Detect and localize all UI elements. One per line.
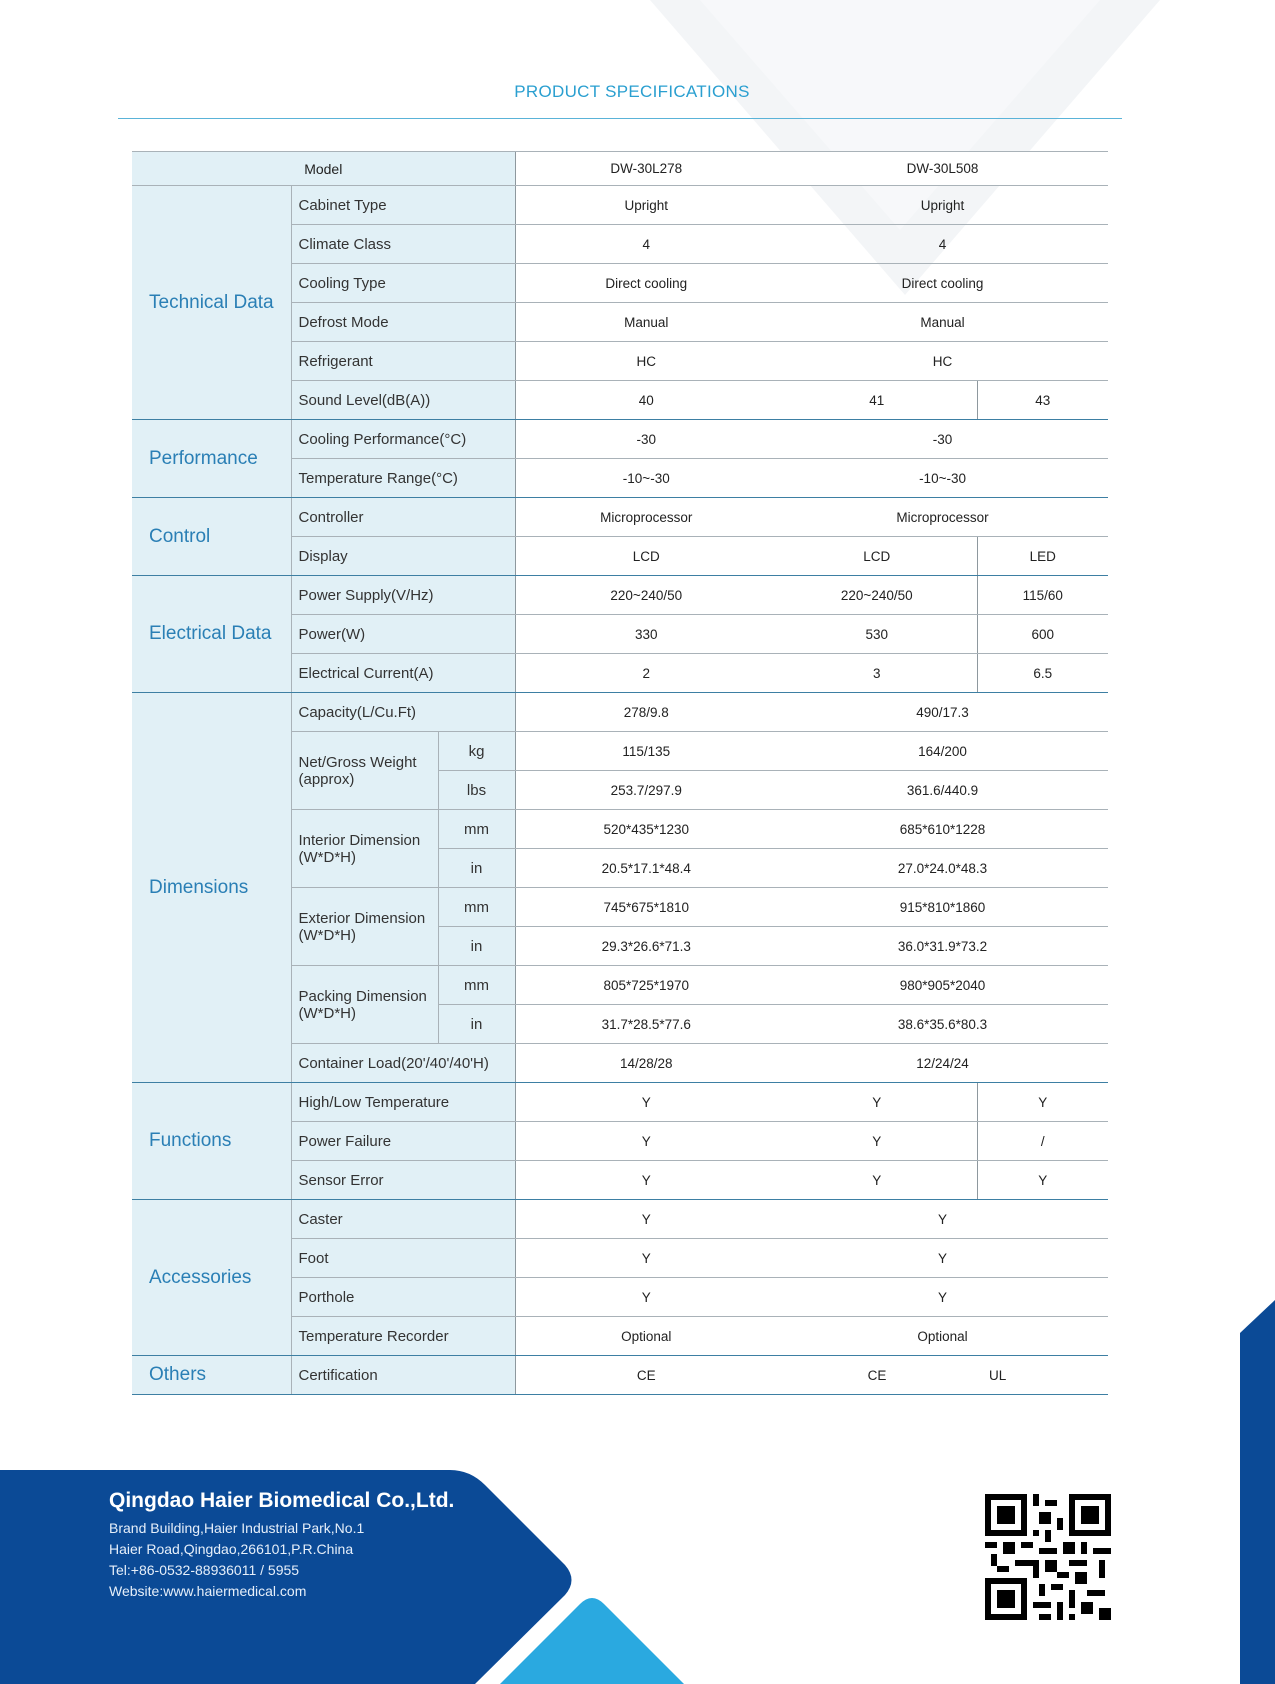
- value-a: 330: [515, 615, 777, 654]
- value-b: 915*810*1860: [777, 888, 1108, 927]
- table-row: [132, 498, 1108, 537]
- row-label: Refrigerant: [291, 342, 515, 381]
- value-b: 12/24/24: [777, 1044, 1108, 1083]
- section-others: Others: [132, 1356, 291, 1395]
- section-accessories: Accessories: [132, 1200, 291, 1356]
- row-label: [291, 888, 438, 966]
- value-a: Y: [515, 1278, 777, 1317]
- value-b2: 115/60: [977, 576, 1108, 615]
- row-label: Temperature Recorder: [291, 1317, 515, 1356]
- value-b: 980*905*2040: [777, 966, 1108, 1005]
- value-b1: CE: [777, 1356, 977, 1395]
- section-dimensions: Dimensions: [132, 693, 291, 1083]
- value-b1: 3: [777, 654, 977, 693]
- value-b2: 6.5: [977, 654, 1108, 693]
- value-b: 27.0*24.0*48.3: [777, 849, 1108, 888]
- value-b: 38.6*35.6*80.3: [777, 1005, 1108, 1044]
- row-label: Container Load(20'/40'/40'H): [291, 1044, 515, 1083]
- value-b: 164/200: [777, 732, 1108, 771]
- address-line-2: Haier Road,Qingdao,266101,P.R.China: [109, 1541, 354, 1557]
- value-a: LCD: [515, 537, 777, 576]
- value-a: 805*725*1970: [515, 966, 777, 1005]
- row-label-line1: Net/Gross Weight: [298, 753, 417, 771]
- value-b: Optional: [777, 1317, 1108, 1356]
- row-label: Defrost Mode: [291, 303, 515, 342]
- value-b2: Y: [977, 1083, 1108, 1122]
- row-label: [291, 966, 438, 1044]
- unit-label: kg: [438, 732, 515, 771]
- value-a: 29.3*26.6*71.3: [515, 927, 777, 966]
- table-row: [132, 1083, 1108, 1122]
- unit-label: in: [438, 1005, 515, 1044]
- row-label: Caster: [291, 1200, 515, 1239]
- value-a: 4: [515, 225, 777, 264]
- row-label-line2: (W*D*H): [298, 926, 356, 944]
- row-label: Foot: [291, 1239, 515, 1278]
- value-a: 520*435*1230: [515, 810, 777, 849]
- row-label-line1: Exterior Dimension: [298, 909, 426, 927]
- value-a: 31.7*28.5*77.6: [515, 1005, 777, 1044]
- row-label: Power Supply(V/Hz): [291, 576, 515, 615]
- value-b: Upright: [777, 186, 1108, 225]
- row-label-line1: Interior Dimension: [298, 831, 421, 849]
- row-label: Cooling Performance(°C): [291, 420, 515, 459]
- row-label: Capacity(L/Cu.Ft): [291, 693, 515, 732]
- row-label-line2: (W*D*H): [298, 1004, 356, 1022]
- row-label-line2: (W*D*H): [298, 848, 356, 866]
- address-line-1: Brand Building,Haier Industrial Park,No.1: [109, 1520, 365, 1536]
- value-a: 14/28/28: [515, 1044, 777, 1083]
- value-b1: LCD: [777, 537, 977, 576]
- row-label: Power(W): [291, 615, 515, 654]
- model-a: DW-30L278: [515, 152, 777, 186]
- value-b: Manual: [777, 303, 1108, 342]
- value-b: Y: [777, 1239, 1108, 1278]
- row-label: [291, 810, 438, 888]
- value-a: Y: [515, 1239, 777, 1278]
- page-title: PRODUCT SPECIFICATIONS: [514, 82, 750, 101]
- value-b: Microprocessor: [777, 498, 1108, 537]
- website-link[interactable]: Website:www.haiermedical.com: [109, 1583, 307, 1599]
- value-b: 490/17.3: [777, 693, 1108, 732]
- section-functions: Functions: [132, 1083, 291, 1200]
- row-label: Climate Class: [291, 225, 515, 264]
- row-label: Certification: [291, 1356, 515, 1395]
- value-b: 4: [777, 225, 1108, 264]
- table-row: [132, 693, 1108, 732]
- value-b1: 41: [777, 381, 977, 420]
- value-a: 115/135: [515, 732, 777, 771]
- unit-label: mm: [438, 810, 515, 849]
- value-a: -30: [515, 420, 777, 459]
- value-b2: Y: [977, 1161, 1108, 1200]
- qr-code-icon: [985, 1494, 1111, 1620]
- table-row: [132, 420, 1108, 459]
- company-name: Qingdao Haier Biomedical Co.,Ltd.: [109, 1489, 455, 1512]
- row-label-line2: (approx): [298, 770, 355, 788]
- table-row: [132, 1200, 1108, 1239]
- row-label: Electrical Current(A): [291, 654, 515, 693]
- row-label: Cooling Type: [291, 264, 515, 303]
- unit-label: lbs: [438, 771, 515, 810]
- value-b2: 600: [977, 615, 1108, 654]
- table-row: [132, 186, 1108, 225]
- unit-label: mm: [438, 966, 515, 1005]
- value-b: 685*610*1228: [777, 810, 1108, 849]
- value-b: HC: [777, 342, 1108, 381]
- value-a: Upright: [515, 186, 777, 225]
- title-divider: [118, 118, 1122, 119]
- value-a: CE: [515, 1356, 777, 1395]
- value-a: 20.5*17.1*48.4: [515, 849, 777, 888]
- row-label: High/Low Temperature: [291, 1083, 515, 1122]
- row-label: Controller: [291, 498, 515, 537]
- value-b1: Y: [777, 1122, 977, 1161]
- value-a: 278/9.8: [515, 693, 777, 732]
- value-a: 253.7/297.9: [515, 771, 777, 810]
- row-label: Sensor Error: [291, 1161, 515, 1200]
- value-a: 745*675*1810: [515, 888, 777, 927]
- table-row: [132, 1356, 1108, 1395]
- row-label: Cabinet Type: [291, 186, 515, 225]
- value-a: Optional: [515, 1317, 777, 1356]
- row-label: Porthole: [291, 1278, 515, 1317]
- value-b: Direct cooling: [777, 264, 1108, 303]
- telephone: Tel:+86-0532-88936011 / 5955: [109, 1562, 300, 1578]
- model-label: Model: [132, 152, 515, 186]
- value-a: Microprocessor: [515, 498, 777, 537]
- section-performance: Performance: [132, 420, 291, 498]
- value-b1: Y: [777, 1083, 977, 1122]
- unit-label: in: [438, 927, 515, 966]
- value-a: -10~-30: [515, 459, 777, 498]
- value-b1: 220~240/50: [777, 576, 977, 615]
- value-b2: UL: [977, 1356, 1108, 1395]
- value-a: Y: [515, 1083, 777, 1122]
- value-a: Y: [515, 1200, 777, 1239]
- value-a: 220~240/50: [515, 576, 777, 615]
- value-a: Y: [515, 1161, 777, 1200]
- value-b2: LED: [977, 537, 1108, 576]
- model-header-row: [132, 152, 1108, 186]
- model-b: DW-30L508: [777, 152, 1108, 186]
- section-electrical-data: Electrical Data: [132, 576, 291, 693]
- value-b: 36.0*31.9*73.2: [777, 927, 1108, 966]
- value-a: HC: [515, 342, 777, 381]
- value-b: -30: [777, 420, 1108, 459]
- unit-label: mm: [438, 888, 515, 927]
- value-b1: Y: [777, 1161, 977, 1200]
- unit-label: in: [438, 849, 515, 888]
- row-label: Sound Level(dB(A)): [291, 381, 515, 420]
- row-label: Display: [291, 537, 515, 576]
- spec-table: [132, 151, 1108, 1395]
- value-a: 40: [515, 381, 777, 420]
- value-b1: 530: [777, 615, 977, 654]
- value-b: Y: [777, 1278, 1108, 1317]
- row-label: Temperature Range(°C): [291, 459, 515, 498]
- section-control: Control: [132, 498, 291, 576]
- value-a: Manual: [515, 303, 777, 342]
- table-row: [132, 576, 1108, 615]
- value-b: -10~-30: [777, 459, 1108, 498]
- row-label: [291, 732, 438, 810]
- value-b2: 43: [977, 381, 1108, 420]
- value-a: Direct cooling: [515, 264, 777, 303]
- value-a: 2: [515, 654, 777, 693]
- row-label: Power Failure: [291, 1122, 515, 1161]
- value-b: 361.6/440.9: [777, 771, 1108, 810]
- value-b2: /: [977, 1122, 1108, 1161]
- section-technical-data: Technical Data: [132, 186, 291, 420]
- row-label-line1: Packing Dimension: [298, 987, 427, 1005]
- value-a: Y: [515, 1122, 777, 1161]
- value-b: Y: [777, 1200, 1108, 1239]
